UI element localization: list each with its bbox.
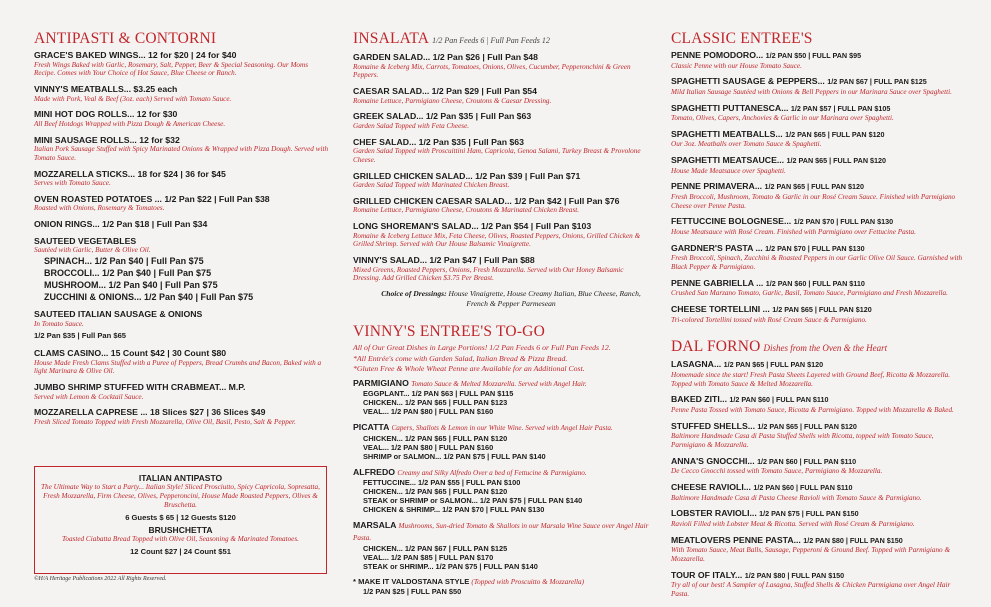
item-desc: Garden Salad Topped with Feta Cheese. bbox=[353, 121, 470, 130]
menu-item bbox=[34, 194, 330, 213]
item-desc: Try all of our best! A Sampler of Lasagna, Stuffed Shells & Chicken Parmigiana over Angel Hair Pasta. bbox=[671, 581, 951, 598]
item-name: ANNA'S GNOCCHI... bbox=[671, 455, 755, 466]
menu-item bbox=[671, 181, 969, 210]
entree-price-line: CHICKEN... 1/2 PAN $67 | FULL PAN $125 bbox=[363, 543, 508, 553]
entree-name: ALFREDO bbox=[353, 466, 395, 477]
veg-item: SPINACH... 1/2 Pan $40 | Full Pan $75 bbox=[44, 256, 204, 267]
item-name-row bbox=[671, 535, 969, 547]
item-price: 1/2 PAN $70 | FULL PAN $130 bbox=[765, 243, 865, 253]
menu-item bbox=[34, 109, 330, 128]
entree-price-line: VEAL... 1/2 PAN $80 | FULL PAN $160 bbox=[363, 442, 494, 452]
item-name: ONION RINGS... 1/2 Pan $18 | Full Pan $34 bbox=[34, 219, 208, 230]
item-desc: Romaine Lettuce, Parmigiano Cheese, Croutons & Marinated Chicken Breast. bbox=[353, 206, 580, 215]
entree-name-row bbox=[353, 467, 649, 479]
entree-group bbox=[353, 467, 649, 515]
item-price: 1/2 PAN $70 | FULL PAN $130 bbox=[793, 217, 894, 227]
item-name: SPAGHETTI SAUSAGE & PEPPERS... bbox=[671, 76, 825, 87]
item-desc: Classic Penne with our House Tomato Sauce. bbox=[671, 61, 802, 70]
valdostana bbox=[353, 577, 649, 597]
veg-item: BROCCOLI... 1/2 Pan $40 | Full Pan $75 bbox=[44, 268, 212, 279]
entree-name-row bbox=[353, 422, 649, 434]
item-price: 1/2 PAN $80 | FULL PAN $150 bbox=[744, 570, 845, 580]
item-desc: Romaine & Iceberg Mix, Carrots, Tomatoes, Onions, Olives, Cucumber, Pepperonchini & Green Peppers. bbox=[353, 62, 631, 80]
togo-note-1: All of Our Great Dishes in Large Portions! 1/2 Pan Feeds 6 or Full Pan Feeds 12. bbox=[353, 343, 611, 353]
menu-item bbox=[671, 421, 969, 450]
item-name: CAESAR SALAD... 1/2 Pan $29 | Full Pan $54 bbox=[353, 86, 537, 96]
menu-item bbox=[671, 535, 969, 564]
copyright: ©H/A Heritage Publications 2022 All Rights Reserved. bbox=[34, 576, 167, 582]
box-desc: The Ultimate Way to Start a Party... Italian Style! Sliced Prosciutto, Spicy Capricola, Sopresatta, Fresh Mozzarella, Firm Cheese, Olives, Pepperoncini, House Made Roasted Peppers, Olives & Bruschetta. bbox=[41, 483, 320, 509]
togo-note-3: *Gluten Free & Whole Wheat Penne are Available for an Additional Cost. bbox=[353, 364, 585, 374]
antipasti-column bbox=[34, 30, 330, 433]
item-name: STUFFED SHELLS... bbox=[671, 420, 755, 431]
item-name: MINI HOT DOG ROLLS... 12 for $30 bbox=[34, 109, 178, 120]
togo-title: VINNY'S ENTREE'S TO-GO bbox=[353, 323, 545, 341]
item-desc: House Made Meatsauce over Spaghetti. bbox=[671, 166, 786, 175]
item-name: SPAGHETTI PUTTANESCA... bbox=[671, 102, 789, 113]
item-desc: House Meatsauce with Rosé Cream. Finished with Parmigiano over Fettucine Pasta. bbox=[671, 228, 916, 237]
menu-item bbox=[671, 508, 969, 528]
entree-name: MARSALA bbox=[353, 520, 397, 531]
item-price: 1/2 PAN $75 | FULL PAN $150 bbox=[759, 509, 859, 519]
insalata-heading bbox=[353, 30, 649, 50]
item-name: BAKED ZITI... bbox=[671, 394, 727, 405]
item-desc: Serves with Tomato Sauce. bbox=[34, 179, 111, 188]
item-desc: Mild Italian Sausage Sautéed with Onions & Bell Peppers in our Marinara Sauce over Spaghetti. bbox=[671, 87, 952, 96]
dress-label: Choice of Dressings: bbox=[381, 289, 447, 299]
item-desc: Ravioli Filled with Lobster Meat & Ricotta. Served with Rosé Cream & Parmigiano. bbox=[671, 519, 915, 528]
box-title-2: BRUSHCHETTA bbox=[148, 525, 213, 535]
box-price-2: 12 Count $27 | 24 Count $51 bbox=[130, 547, 231, 556]
item-desc: Baltimore Handmade Casa di Pasta Stuffed Shells with Ricotta, topped with Tomato Sauce, Parmigiano & Mozzarella. bbox=[671, 432, 934, 449]
entree-price-line: CHICKEN... 1/2 PAN $65 | FULL PAN $120 bbox=[363, 433, 508, 443]
item-desc: Homemade since the start! Fresh Pasta Sheets Layered with Ground Beef, Ricotta & Mozzarella. Topped with Tomato Sauce & Melted Mozzarella. bbox=[671, 370, 951, 388]
item-name-row bbox=[671, 421, 969, 433]
sausage-title: SAUTEED ITALIAN SAUSAGE & ONIONS bbox=[34, 309, 203, 320]
menu-item bbox=[671, 76, 969, 96]
entree-price-line: STEAK or SHRIMP... 1/2 PAN $75 | FULL PAN $140 bbox=[363, 561, 538, 571]
forno-title: DAL FORNO bbox=[671, 338, 761, 356]
item-price: 1/2 PAN $67 | FULL PAN $125 bbox=[827, 77, 927, 87]
item-desc: House Made Fresh Clams Stuffed with a Puree of Peppers, Bread Crumbs and Bacon, Baked with a light Marinara & Olive Oil. bbox=[34, 358, 322, 376]
item-name: LONG SHOREMAN'S SALAD... 1/2 Pan $54 | Full Pan $103 bbox=[353, 221, 592, 232]
entree-group bbox=[353, 422, 649, 461]
item-name: CHEESE RAVIOLI... bbox=[671, 481, 751, 492]
item-name-row bbox=[671, 76, 969, 88]
sausage-price: 1/2 Pan $35 | Full Pan $65 bbox=[34, 331, 127, 341]
item-name-row bbox=[671, 508, 969, 520]
item-desc: Italian Pork Sausage Stuffed with Spicy Marinated Onions & Wrapped with Pizza Dough. Served with Tomato Sauce. bbox=[34, 145, 329, 162]
forno-sub: Dishes from the Oven & the Heart bbox=[763, 343, 888, 354]
item-name: LASAGNA... bbox=[671, 359, 722, 370]
menu-item bbox=[671, 243, 969, 272]
entree-price-line: CHICKEN... 1/2 PAN $65 | FULL PAN $123 bbox=[363, 398, 508, 408]
veg-desc: Sautéed with Garlic, Butter & Olive Oil. bbox=[34, 246, 151, 255]
menu-item bbox=[671, 394, 969, 414]
item-name-row bbox=[671, 570, 969, 582]
menu-item bbox=[671, 570, 969, 599]
item-name: MINI SAUSAGE ROLLS... 12 for $32 bbox=[34, 134, 180, 145]
sausage-onions bbox=[34, 309, 330, 342]
item-name-row bbox=[671, 394, 969, 406]
menu-item bbox=[671, 216, 969, 236]
entree-price-line: EGGPLANT... 1/2 PAN $63 | FULL PAN $115 bbox=[363, 389, 514, 399]
valdo-name: * MAKE IT VALDOSTANA STYLE bbox=[353, 576, 470, 586]
menu-item bbox=[34, 84, 330, 103]
item-name-row bbox=[671, 456, 969, 468]
togo-note-2: *All Entrée's come with Garden Salad, Italian Bread & Pizza Bread. bbox=[353, 353, 568, 363]
classic-title: CLASSIC ENTREE'S bbox=[671, 30, 813, 47]
menu-item bbox=[34, 407, 330, 426]
entree-price-line: FETTUCCINE... 1/2 PAN $55 | FULL PAN $100 bbox=[363, 478, 521, 488]
entree-group bbox=[353, 520, 649, 570]
item-name-row bbox=[671, 103, 969, 115]
item-desc: Tri-colored Tortellini tossed with Rosé Cream Sauce & Parmigiano. bbox=[671, 315, 867, 324]
item-desc: Fresh Sliced Tomato Topped with Fresh Mozzarella, Olive Oil, Basil, Pesto, Salt & Pepper. bbox=[34, 417, 296, 426]
menu-item bbox=[671, 103, 969, 123]
italian-antipasto-box bbox=[34, 466, 327, 574]
item-name: MOZZARELLA STICKS... 18 for $24 | 36 for $45 bbox=[34, 168, 226, 179]
item-name: VINNY'S SALAD... 1/2 Pan $47 | Full Pan $88 bbox=[353, 255, 535, 266]
item-desc: Fresh Broccoli, Spinach, Zucchini & Roasted Peppers in our Garlic Olive Oil Sauce. Garnished with Black Pepper & Parmigiano. bbox=[671, 254, 963, 272]
item-name-row bbox=[671, 129, 969, 141]
item-price: 1/2 PAN $60 | FULL PAN $110 bbox=[729, 395, 829, 405]
item-name-row bbox=[671, 155, 969, 167]
valdo-desc: (Topped with Proscuitto & Mozzarella) bbox=[471, 577, 585, 586]
entree-price-line: VEAL... 1/2 PAN $85 | FULL PAN $170 bbox=[363, 552, 494, 562]
item-name: CHEF SALAD... 1/2 Pan $35 | Full Pan $63 bbox=[353, 136, 524, 147]
item-name: SPAGHETTI MEATBALLS... bbox=[671, 128, 783, 139]
item-name: GARDEN SALAD... 1/2 Pan $26 | Full Pan $48 bbox=[353, 52, 538, 62]
item-desc: All Beef Hotdogs Wrapped with Pizza Dough & American Cheese. bbox=[34, 119, 226, 128]
item-name-row bbox=[671, 50, 969, 62]
box-title: ITALIAN ANTIPASTO bbox=[138, 473, 223, 483]
menu-item bbox=[353, 171, 649, 190]
item-desc: Fresh Wings Baked with Garlic, Rosemary, Salt, Pepper, Beer & Special Seasoning. Our Moms Recipe. Comes with Your Choice of Hot Sauce, Blue Cheese or Ranch. bbox=[34, 60, 309, 78]
entree-price-line: STEAK or SHRIMP or SALMON... 1/2 PAN $75 | FULL PAN $140 bbox=[363, 496, 583, 506]
menu-item bbox=[353, 111, 649, 130]
item-name: VINNY'S MEATBALLS... $3.25 each bbox=[34, 84, 178, 94]
item-price: 1/2 PAN $80 | FULL PAN $150 bbox=[803, 535, 903, 545]
dressings bbox=[353, 289, 649, 309]
item-name: MEATLOVERS PENNE PASTA... bbox=[671, 534, 801, 545]
item-name-row bbox=[671, 181, 969, 193]
item-name-row bbox=[671, 359, 969, 371]
menu-item bbox=[353, 86, 649, 105]
item-name: GRILLED CHICKEN SALAD... 1/2 Pan $39 | Full Pan $71 bbox=[353, 170, 581, 181]
item-price: 1/2 PAN $65 | FULL PAN $120 bbox=[757, 421, 857, 431]
forno-heading bbox=[671, 338, 969, 357]
item-name: GREEK SALAD... 1/2 Pan $35 | Full Pan $63 bbox=[353, 111, 532, 122]
entree-desc: Tomato Sauce & Melted Mozzarella. Served with Angel Hair. bbox=[411, 379, 587, 388]
entree-price-line: SHRIMP or SALMON... 1/2 PAN $75 | FULL PAN $140 bbox=[363, 451, 546, 461]
entree-name: PICATTA bbox=[353, 422, 390, 433]
entree-desc: Creamy and Silky Alfredo Over a bed of Fettucine & Parmigiano. bbox=[397, 468, 587, 477]
item-desc: De Cecco Gnocchi tossed with Tomato Sauce, Parmigiano & Mozzarella. bbox=[671, 467, 883, 476]
entree-desc: Capers, Shallots & Lemon in our White Wine. Served with Angel Hair Pasta. bbox=[391, 424, 613, 433]
item-name: LOBSTER RAVIOLI... bbox=[671, 508, 757, 519]
item-desc: Fresh Broccoli, Mushroom, Tomato & Garlic in our Rosé Cream Sauce. Finished with Parmigiano Cheese over Penne Pasta. bbox=[671, 193, 956, 210]
menu-item bbox=[34, 169, 330, 188]
sausage-desc: In Tomato Sauce. bbox=[34, 319, 84, 328]
menu-item bbox=[34, 135, 330, 163]
item-desc: Romaine Lettuce, Parmigiano Cheese, Croutons & Caesar Dressing. bbox=[353, 96, 552, 105]
item-price: 1/2 PAN $57 | FULL PAN $105 bbox=[790, 103, 891, 113]
item-price: 1/2 PAN $65 | FULL PAN $120 bbox=[785, 129, 885, 139]
item-name: TOUR OF ITALY... bbox=[671, 569, 743, 580]
insalata-column bbox=[353, 30, 649, 602]
item-name: CHEESE TORTELLINI ... bbox=[671, 304, 770, 315]
item-price: 1/2 PAN $65 | FULL PAN $120 bbox=[764, 182, 864, 192]
entree-price-line: VEAL... 1/2 PAN $80 | FULL PAN $160 bbox=[363, 407, 494, 417]
item-desc: Our 3oz. Meatballs over Tomato Sauce & Spaghetti. bbox=[671, 140, 822, 149]
item-desc: Garden Salad Topped with Proscuittini Ham, Capricola, Genoa Salami, Turkey Breast & Provolone Cheese. bbox=[353, 147, 641, 164]
entree-name-row bbox=[353, 378, 649, 390]
menu-item bbox=[671, 278, 969, 298]
menu-item bbox=[671, 456, 969, 476]
menu-item bbox=[353, 137, 649, 165]
item-desc: Made with Pork, Veal & Beef (3oz. each) Served with Tomato Sauce. bbox=[34, 94, 232, 103]
item-desc: With Tomato Sauce, Meat Balls, Sausage, Pepperoni & Ground Beef. Topped with Parmigiano & Mozzarella. bbox=[671, 546, 951, 563]
item-desc: Tomato, Olives, Capers, Anchovies & Garlic in our Marinara over Spaghetti. bbox=[671, 114, 894, 123]
entree-name: PARMIGIANO bbox=[353, 377, 409, 388]
insalata-sub: 1/2 Pan Feeds 6 | Full Pan Feeds 12 bbox=[432, 36, 550, 45]
item-price: 1/2 PAN $60 | FULL PAN $110 bbox=[753, 482, 853, 492]
item-price: 1/2 PAN $60 | FULL PAN $110 bbox=[757, 456, 857, 466]
item-name-row bbox=[671, 243, 969, 255]
item-price: 1/2 PAN $65 | FULL PAN $120 bbox=[772, 305, 872, 315]
classic-column bbox=[671, 30, 969, 605]
item-desc: Roasted with Onions, Rosemary & Tomatoes. bbox=[34, 204, 165, 213]
item-name: OVEN ROASTED POTATOES ... 1/2 Pan $22 | Full Pan $38 bbox=[34, 193, 270, 204]
menu-item bbox=[671, 482, 969, 502]
menu-item bbox=[671, 129, 969, 149]
menu-item bbox=[34, 348, 330, 376]
menu-item bbox=[671, 359, 969, 388]
item-name: PENNE PRIMAVERA... bbox=[671, 181, 763, 192]
menu-item bbox=[671, 304, 969, 324]
menu-item bbox=[34, 219, 330, 230]
menu-item bbox=[34, 50, 330, 78]
menu-item bbox=[671, 155, 969, 175]
item-name: MOZZARELLA CAPRESE ... 18 Slices $27 | 36 Slices $49 bbox=[34, 407, 266, 418]
item-name: SPAGHETTI MEATSAUCE... bbox=[671, 155, 785, 166]
dress-text: House Vinaigrette, House Creamy Italian, Blue Cheese, Ranch, French & Pepper Parmesean bbox=[448, 289, 641, 309]
item-desc: Romaine & Iceberg Lettuce Mix, Feta Cheese, Olives, Roasted Peppers, Onions, Grilled Chicken & Grilled Shrimp. Served with Our House Balsamic Vinaigrette. bbox=[353, 231, 641, 249]
item-name: PENNE GABRIELLA ... bbox=[671, 277, 764, 288]
item-price: 1/2 PAN $50 | FULL PAN $95 bbox=[765, 51, 862, 60]
item-desc: Baltimore Handmade Casa di Pasta Cheese Ravioli with Tomato Sauce & Parmigiano. bbox=[671, 493, 922, 502]
box-desc-2: Toasted Ciabatta Bread Topped with Olive Oil, Seasoning & Marinated Tomatoes. bbox=[62, 535, 299, 543]
valdo-price: 1/2 PAN $25 | FULL PAN $50 bbox=[363, 587, 462, 597]
menu-item bbox=[353, 196, 649, 215]
box-price: 6 Guests $ 65 | 12 Guests $120 bbox=[125, 513, 236, 522]
item-name: GRILLED CHICKEN CAESAR SALAD... 1/2 Pan $42 | Full Pan $76 bbox=[353, 195, 620, 206]
item-desc: Served with Lemon & Cocktail Sauce. bbox=[34, 392, 144, 401]
item-price: 1/2 PAN $65 | FULL PAN $120 bbox=[786, 156, 887, 166]
item-name: PENNE POMODORO... bbox=[671, 50, 764, 60]
entree-desc: Mushrooms, Sun-dried Tomato & Shallots in our Marsala Wine Sauce over Angel Hair Pasta. bbox=[353, 522, 649, 543]
veg-item: MUSHROOM... 1/2 Pan $40 | Full Pan $75 bbox=[44, 280, 218, 291]
item-name-row bbox=[671, 278, 969, 290]
item-desc: Mixed Greens, Roasted Peppers, Onions, Fresh Mozzarella. Served with Our Honey Balsamic Dressing. Add Grilled Chicken $3.75 Per Breast. bbox=[353, 265, 624, 283]
item-price: 1/2 PAN $60 | FULL PAN $110 bbox=[765, 278, 865, 288]
item-name: JUMBO SHRIMP STUFFED WITH CRABMEAT... M.P. bbox=[34, 381, 246, 392]
item-name: FETTUCCINE BOLOGNESE... bbox=[671, 216, 792, 227]
item-desc: Garden Salad Topped with Marinated Chicken Breast. bbox=[353, 181, 510, 190]
item-desc: Crushed San Marzano Tomato, Garlic, Basil, Tomato Sauce, Parmigiano and Fresh Mozzarella. bbox=[671, 289, 948, 298]
item-name: GRACE'S BAKED WINGS... 12 for $20 | 24 for $40 bbox=[34, 50, 237, 60]
item-name-row bbox=[671, 304, 969, 316]
antipasti-title: ANTIPASTI & CONTORNI bbox=[34, 30, 217, 47]
entree-name-row bbox=[353, 520, 649, 543]
item-name: CLAMS CASINO... 15 Count $42 | 30 Count $80 bbox=[34, 347, 227, 358]
menu-item bbox=[353, 52, 649, 80]
item-name: GARDNER'S PASTA ... bbox=[671, 242, 763, 253]
entree-price-line: CHICKEN & SHRIMP... 1/2 PAN $70 | FULL PAN $130 bbox=[363, 505, 545, 515]
menu-item bbox=[353, 221, 649, 249]
veg-item: ZUCCHINI & ONIONS... 1/2 Pan $40 | Full Pan $75 bbox=[44, 292, 254, 303]
sauteed-vegetables bbox=[34, 236, 330, 303]
item-price: 1/2 PAN $65 | FULL PAN $120 bbox=[723, 360, 824, 370]
insalata-title: INSALATA bbox=[353, 30, 430, 47]
item-name-row bbox=[671, 216, 969, 228]
menu-item bbox=[671, 50, 969, 70]
veg-title: SAUTEED VEGETABLES bbox=[34, 235, 137, 246]
entree-group bbox=[353, 378, 649, 417]
menu-item bbox=[34, 382, 330, 401]
entree-price-line: CHICKEN... 1/2 PAN $65 | FULL PAN $120 bbox=[363, 487, 508, 497]
item-desc: Penne Pasta Tossed with Tomato Sauce, Ricotta & Parmigiano. Topped with Mozzarella & Baked. bbox=[671, 405, 954, 414]
item-name-row bbox=[671, 482, 969, 494]
menu-item bbox=[353, 255, 649, 283]
